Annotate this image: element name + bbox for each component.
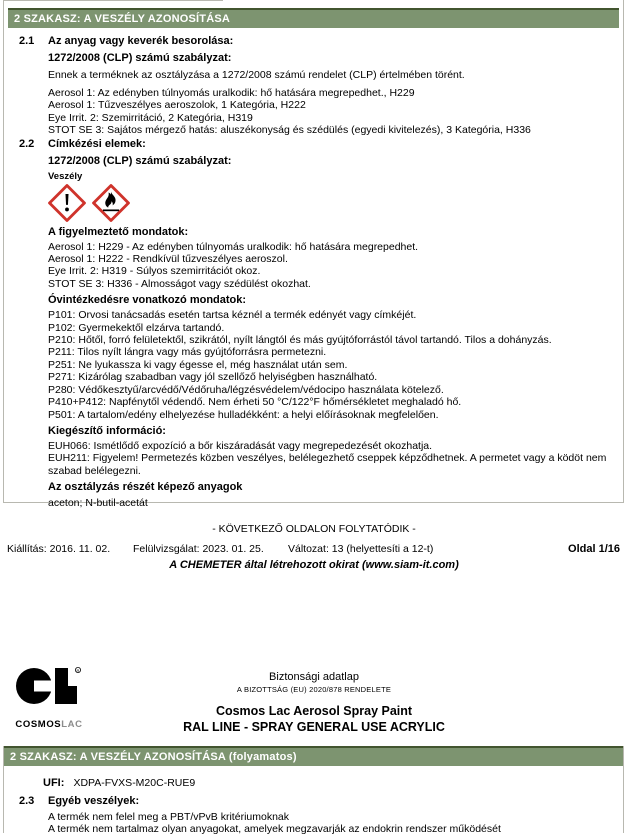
hazard-statements-list	[48, 241, 615, 291]
regulation-reference: A BIZOTTSÁG (EU) 2020/878 RENDELETE	[236, 685, 392, 694]
svg-text:R: R	[76, 667, 80, 673]
hazard-statement: Aerosol 1: H229 - Az edényben túlnyomás uralkodik: hő hatására megrepedhet.	[48, 240, 419, 253]
classification-intro-text: Ennek a terméknek az osztályzása a 1272/2008 számú rendelet (CLP) értelmében törént.	[48, 69, 465, 81]
generator-credit-line: A CHEMETER által létrehozott okirat (www.siam-it.com)	[169, 559, 459, 571]
section-2-3-heading-row	[4, 795, 623, 807]
product-name-line2: RAL LINE - SPRAY GENERAL USE ACRYLIC	[183, 720, 445, 734]
classification-item: Aerosol 1: Tűzveszélyes aeroszolok, 1 Kategória, H222	[48, 99, 306, 112]
classification-components-value: aceton; N-butil-acetát	[48, 497, 148, 510]
section-2-1-heading-row	[4, 35, 623, 47]
classification-item: Aerosol 1: Az edényben túlnyomás uralkodik: hő hatására megrepedhet., H229	[48, 87, 415, 99]
footer-issued-date: Kiállítás: 2016. 11. 02.	[7, 543, 111, 555]
section-2-1-title: Az anyag vagy keverék besorolása:	[48, 35, 234, 47]
ufi-row	[43, 773, 623, 791]
supplementary-statements-list	[48, 440, 615, 477]
precautionary-statement: P102: Gyermekektől elzárva tartandó.	[48, 321, 225, 334]
classification-item: STOT SE 3: Sajátos mérgező hatás: aluszékonyság és szédülés (egyedi kivitelezés), 3 Kategória, H336	[48, 124, 531, 137]
section-2-2-title: Címkézési elemek:	[48, 137, 146, 150]
precautionary-statement: P280: Védőkesztyű/arcvédő/Védőruha/légzésvédelem/védocipo használata kötelező.	[48, 383, 444, 396]
euh-statement: EUH211: Figyelem! Permetezés közben veszélyes, belélegezhető cseppek képződhetnek. A permetet vagy a ködöt nem szabad belélegezni.	[48, 452, 607, 477]
precautionary-statements-list	[48, 309, 615, 421]
page1-content-box	[3, 0, 624, 510]
precautionary-statements-heading: Óvintézkedésre vonatkozó mondatok:	[48, 294, 247, 307]
section2-continued-header-bar	[4, 746, 623, 766]
precautionary-statement: P501: A tartalom/edény elhelyezése hulladékként: a helyi előírásoknak megfelelően.	[48, 408, 439, 421]
section-2-2-heading-row	[4, 138, 623, 150]
supplementary-info-heading: Kiegészítő információ:	[48, 424, 166, 437]
continued-next-page-note: - KÖVETKEZŐ OLDALON FOLYTATÓDIK -	[212, 523, 416, 535]
ufi-value: XDPA-FVXS-M20C-RUE9	[73, 777, 196, 789]
other-hazard-line: A termék nem tartalmaz olyan anyagokat, amelyek megzavarják az endokrin rendszer működését	[48, 823, 501, 836]
section2-header-bar	[8, 8, 619, 28]
signal-word: Veszély	[48, 170, 83, 182]
footer-revision-date: Felülvizsgálat: 2023. 01. 25.	[133, 543, 264, 555]
section-2-2-number: 2.2	[19, 137, 35, 150]
classification-components-heading: Az osztályzás részét képező anyagok	[48, 481, 243, 494]
precautionary-statement: P211: Tilos nyílt lángra vagy más gyújtóforrásra permetezni.	[48, 346, 327, 359]
precautionary-statement: P101: Orvosi tanácsadás esetén tartsa kéznél a termék edényét vagy címkéjét.	[48, 309, 417, 322]
precautionary-statement: P410+P412: Napfénytől védendő. Nem érheti 50 °C/122°F hőmérsékletet meghaladó hő.	[48, 396, 462, 409]
ghs-pictograms	[48, 184, 615, 222]
ghs07-exclamation-icon	[48, 184, 86, 222]
hazard-statements-heading: A figyelmeztető mondatok:	[48, 225, 189, 238]
section-2-3-number: 2.3	[19, 795, 35, 807]
euh-statement: EUH066: Ismétlődő expozíció a bőr kiszáradását vagy megrepedezését okozhatja.	[48, 439, 433, 452]
classification-item: Eye Irrit. 2: Szemirritáció, 2 Kategória, H319	[48, 111, 253, 124]
hazard-statement: STOT SE 3: H336 - Almosságot vagy szédülést okozhat.	[48, 277, 311, 290]
product-name-line1: Cosmos Lac Aerosol Spray Paint	[215, 704, 413, 718]
hazard-statement: Aerosol 1: H222 - Rendkívül tűzveszélyes aeroszol.	[48, 253, 288, 266]
other-hazard-line: A termék nem felel meg a PBT/vPvB kritériumoknak	[48, 811, 290, 823]
hazard-statement: Eye Irrit. 2: H319 - Súlyos szemirritációt okoz.	[48, 265, 261, 278]
section2-header-title: 2 SZAKASZ: A VESZÉLY AZONOSÍTÁSA	[14, 13, 231, 25]
section-2-1-number: 2.1	[19, 35, 35, 47]
precautionary-statement: P210: Hőtől, forró felületektől, szikrától, nyílt lángtól és más gyújtóforrástól távol tartandó. Tilos a dohányzás.	[48, 334, 552, 347]
precautionary-statement: P251: Ne lyukassza ki vagy égesse el, még használat után sem.	[48, 358, 348, 371]
footer-page-number: Oldal 1/16	[568, 543, 620, 555]
section2-continued-header-title: 2 SZAKASZ: A VESZÉLY AZONOSÍTÁSA (folyamatos)	[10, 751, 297, 763]
brand-bold: COSMOS	[15, 719, 62, 730]
clp-regulation-subtitle-2: 1272/2008 (CLP) számú szabályzat:	[48, 154, 232, 167]
document-title: Biztonsági adatlap	[269, 671, 359, 683]
ghs02-flame-icon	[92, 184, 130, 222]
page2-document-header	[0, 671, 628, 734]
page2-content-box	[3, 746, 624, 836]
section-2-3-title: Egyéb veszélyek:	[48, 795, 140, 807]
brand-light: LAC	[61, 719, 83, 730]
footer-version: Változat: 13 (helyettesíti a 12-t)	[288, 543, 434, 555]
clp-regulation-subtitle-1: 1272/2008 (CLP) számú szabályzat:	[48, 52, 232, 64]
precautionary-statement: P271: Kizárólag szabadban vagy jól szellőző helyiségben használható.	[48, 371, 378, 384]
clp-classification-list	[48, 87, 615, 137]
other-hazards-list	[48, 811, 615, 836]
ufi-label: UFI:	[43, 777, 65, 789]
